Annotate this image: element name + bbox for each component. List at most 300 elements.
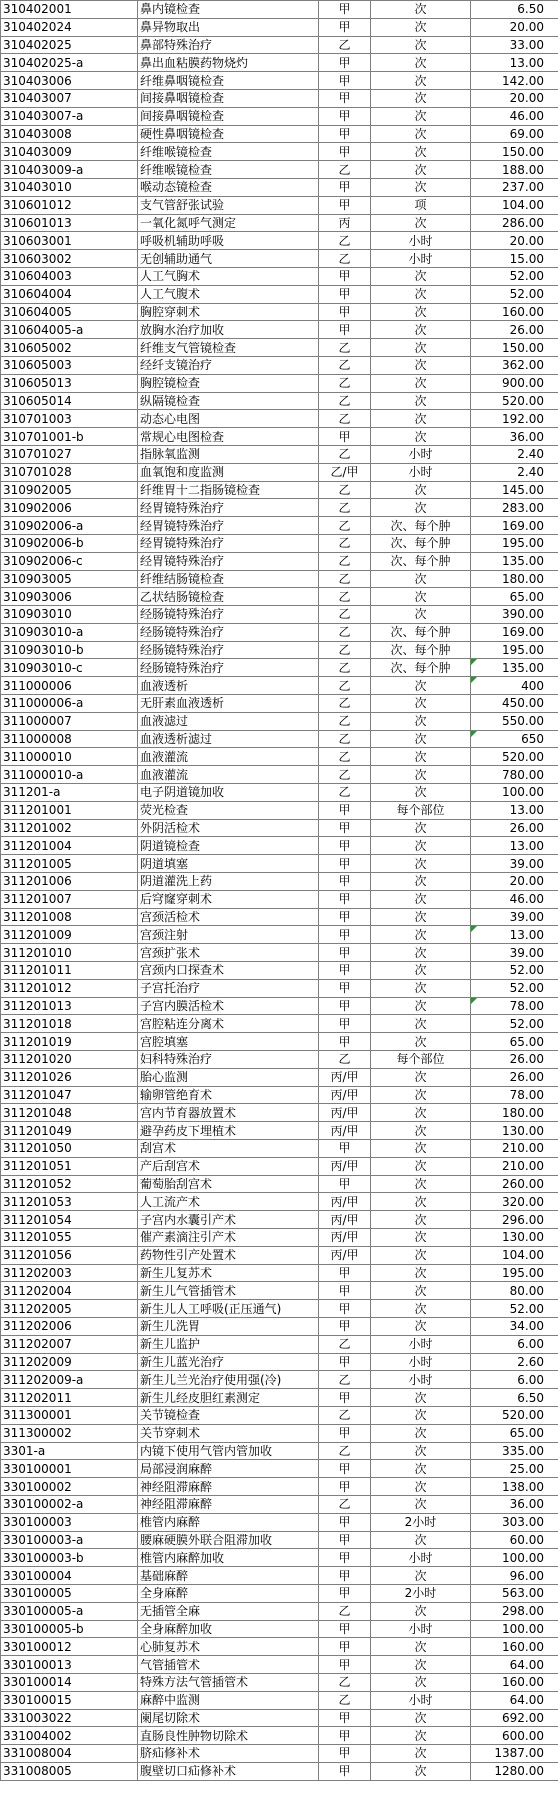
item-name-cell[interactable]: 荧光检查 — [138, 801, 319, 819]
table-row[interactable] — [1, 1567, 558, 1585]
price-cell[interactable]: 188.00 — [471, 161, 558, 179]
price-cell[interactable]: 195.00 — [471, 1264, 558, 1282]
insurance-class-cell[interactable]: 乙 — [319, 1495, 371, 1513]
item-name-cell[interactable]: 子宫托治疗 — [138, 979, 319, 997]
unit-cell[interactable]: 次 — [371, 1300, 471, 1318]
insurance-class-cell[interactable]: 丙/甲 — [319, 1104, 371, 1122]
item-code-cell[interactable]: 311201050 — [1, 1140, 138, 1158]
insurance-class-cell[interactable]: 乙 — [319, 392, 371, 410]
item-name-cell[interactable]: 鼻出血粘膜药物烧灼 — [138, 54, 319, 72]
insurance-class-cell[interactable]: 乙 — [319, 1406, 371, 1424]
item-code-cell[interactable]: 310601013 — [1, 214, 138, 232]
item-code-cell[interactable]: 310403009 — [1, 143, 138, 161]
item-name-cell[interactable]: 动态心电图 — [138, 410, 319, 428]
item-code-cell[interactable]: 311201013 — [1, 997, 138, 1015]
item-name-cell[interactable]: 鼻内镜检查 — [138, 1, 319, 19]
item-code-cell[interactable]: 331008005 — [1, 1762, 138, 1780]
item-code-cell[interactable]: 310403006 — [1, 72, 138, 90]
item-name-cell[interactable]: 宫内节育器放置术 — [138, 1104, 319, 1122]
insurance-class-cell[interactable]: 丙/甲 — [319, 1228, 371, 1246]
item-name-cell[interactable]: 新生儿兰光治疗使用强(冷) — [138, 1371, 319, 1389]
price-cell[interactable]: 1280.00 — [471, 1762, 558, 1780]
item-code-cell[interactable]: 311202007 — [1, 1335, 138, 1353]
price-cell[interactable]: 150.00 — [471, 143, 558, 161]
unit-cell[interactable]: 次 — [371, 107, 471, 125]
item-code-cell[interactable]: 310903010-a — [1, 623, 138, 641]
table-row[interactable] — [1, 196, 558, 214]
price-cell[interactable]: 2.40 — [471, 463, 558, 481]
price-cell[interactable]: 900.00 — [471, 374, 558, 392]
insurance-class-cell[interactable]: 甲 — [319, 1745, 371, 1763]
table-row[interactable] — [1, 1620, 558, 1638]
price-cell[interactable]: 138.00 — [471, 1478, 558, 1496]
price-cell[interactable]: 100.00 — [471, 1549, 558, 1567]
insurance-class-cell[interactable]: 甲 — [319, 979, 371, 997]
insurance-class-cell[interactable]: 甲 — [319, 908, 371, 926]
table-row[interactable] — [1, 1602, 558, 1620]
table-row[interactable] — [1, 161, 558, 179]
table-row[interactable] — [1, 1406, 558, 1424]
unit-cell[interactable]: 次 — [371, 321, 471, 339]
item-code-cell[interactable]: 311201055 — [1, 1228, 138, 1246]
unit-cell[interactable]: 小时 — [371, 1691, 471, 1709]
table-row[interactable] — [1, 1104, 558, 1122]
table-row[interactable] — [1, 1709, 558, 1727]
insurance-class-cell[interactable]: 甲 — [319, 1656, 371, 1674]
insurance-class-cell[interactable]: 甲 — [319, 1317, 371, 1335]
item-name-cell[interactable]: 纤维胃十二指肠镜检查 — [138, 481, 319, 499]
item-name-cell[interactable]: 经肠镜特殊治疗 — [138, 623, 319, 641]
price-cell[interactable]: 169.00 — [471, 623, 558, 641]
insurance-class-cell[interactable]: 甲 — [319, 1567, 371, 1585]
price-cell[interactable]: 52.00 — [471, 1300, 558, 1318]
item-name-cell[interactable]: 关节镜检查 — [138, 1406, 319, 1424]
item-code-cell[interactable]: 311201001 — [1, 801, 138, 819]
price-cell[interactable]: 390.00 — [471, 606, 558, 624]
insurance-class-cell[interactable]: 乙 — [319, 730, 371, 748]
table-row[interactable] — [1, 1122, 558, 1140]
unit-cell[interactable]: 次 — [371, 1478, 471, 1496]
item-code-cell[interactable]: 310902006-c — [1, 552, 138, 570]
item-code-cell[interactable]: 310403007-a — [1, 107, 138, 125]
insurance-class-cell[interactable]: 丙/甲 — [319, 1068, 371, 1086]
item-name-cell[interactable]: 鼻部特殊治疗 — [138, 36, 319, 54]
insurance-class-cell[interactable]: 甲 — [319, 1638, 371, 1656]
unit-cell[interactable]: 次 — [371, 374, 471, 392]
price-cell[interactable]: 33.00 — [471, 36, 558, 54]
table-row[interactable] — [1, 873, 558, 891]
price-cell[interactable]: 36.00 — [471, 1495, 558, 1513]
unit-cell[interactable]: 小时 — [371, 463, 471, 481]
price-cell[interactable]: 2.60 — [471, 1353, 558, 1371]
price-cell[interactable]: 25.00 — [471, 1460, 558, 1478]
table-row[interactable] — [1, 1335, 558, 1353]
price-cell[interactable]: 39.00 — [471, 944, 558, 962]
table-row[interactable] — [1, 374, 558, 392]
unit-cell[interactable]: 次 — [371, 766, 471, 784]
unit-cell[interactable]: 小时 — [371, 1335, 471, 1353]
table-row[interactable] — [1, 1727, 558, 1745]
item-name-cell[interactable]: 宫腔填塞 — [138, 1033, 319, 1051]
price-cell[interactable]: 13.00 — [471, 837, 558, 855]
insurance-class-cell[interactable]: 乙 — [319, 588, 371, 606]
insurance-class-cell[interactable]: 乙 — [319, 499, 371, 517]
insurance-class-cell[interactable]: 甲 — [319, 1175, 371, 1193]
unit-cell[interactable]: 次、每个肿 — [371, 552, 471, 570]
item-name-cell[interactable]: 椎管内麻醉 — [138, 1513, 319, 1531]
insurance-class-cell[interactable]: 乙 — [319, 623, 371, 641]
item-code-cell[interactable]: 330100003-b — [1, 1549, 138, 1567]
price-cell[interactable]: 100.00 — [471, 1620, 558, 1638]
item-code-cell[interactable]: 311202011 — [1, 1389, 138, 1407]
unit-cell[interactable]: 次 — [371, 392, 471, 410]
insurance-class-cell[interactable]: 甲 — [319, 1709, 371, 1727]
unit-cell[interactable]: 次 — [371, 1228, 471, 1246]
table-row[interactable] — [1, 1478, 558, 1496]
item-name-cell[interactable]: 血液透析滤过 — [138, 730, 319, 748]
unit-cell[interactable]: 次 — [371, 908, 471, 926]
table-row[interactable] — [1, 321, 558, 339]
price-cell[interactable]: 6.00 — [471, 1371, 558, 1389]
unit-cell[interactable]: 次 — [371, 499, 471, 517]
item-name-cell[interactable]: 血液灌流 — [138, 748, 319, 766]
item-name-cell[interactable]: 经胃镜特殊治疗 — [138, 517, 319, 535]
item-name-cell[interactable]: 宫颈内口探查术 — [138, 962, 319, 980]
insurance-class-cell[interactable]: 乙 — [319, 445, 371, 463]
unit-cell[interactable]: 次 — [371, 54, 471, 72]
item-name-cell[interactable]: 呼吸机辅助呼吸 — [138, 232, 319, 250]
table-row[interactable] — [1, 125, 558, 143]
table-row[interactable] — [1, 979, 558, 997]
unit-cell[interactable]: 小时 — [371, 1620, 471, 1638]
table-row[interactable] — [1, 232, 558, 250]
table-row[interactable] — [1, 339, 558, 357]
item-name-cell[interactable]: 支气管舒张试验 — [138, 196, 319, 214]
item-name-cell[interactable]: 硬性鼻咽镜检查 — [138, 125, 319, 143]
item-code-cell[interactable]: 311201052 — [1, 1175, 138, 1193]
table-row[interactable] — [1, 1264, 558, 1282]
item-code-cell[interactable]: 310604004 — [1, 285, 138, 303]
item-name-cell[interactable]: 经肠镜特殊治疗 — [138, 641, 319, 659]
price-cell[interactable]: 169.00 — [471, 517, 558, 535]
item-name-cell[interactable]: 基础麻醉 — [138, 1567, 319, 1585]
item-name-cell[interactable]: 阑尾切除术 — [138, 1709, 319, 1727]
table-row[interactable] — [1, 1762, 558, 1780]
item-name-cell[interactable]: 产后刮宫术 — [138, 1157, 319, 1175]
item-code-cell[interactable]: 310903010 — [1, 606, 138, 624]
item-code-cell[interactable]: 311201019 — [1, 1033, 138, 1051]
price-cell[interactable]: 160.00 — [471, 1638, 558, 1656]
unit-cell[interactable]: 次 — [371, 944, 471, 962]
unit-cell[interactable]: 次 — [371, 267, 471, 285]
table-row[interactable] — [1, 695, 558, 713]
table-row[interactable] — [1, 801, 558, 819]
item-code-cell[interactable]: 310603001 — [1, 232, 138, 250]
price-cell[interactable]: 195.00 — [471, 641, 558, 659]
item-code-cell[interactable]: 311000007 — [1, 712, 138, 730]
insurance-class-cell[interactable]: 乙 — [319, 677, 371, 695]
table-row[interactable] — [1, 392, 558, 410]
item-name-cell[interactable]: 血液灌流 — [138, 766, 319, 784]
table-row[interactable] — [1, 890, 558, 908]
insurance-class-cell[interactable]: 甲 — [319, 1264, 371, 1282]
item-name-cell[interactable]: 纵隔镜检查 — [138, 392, 319, 410]
item-code-cell[interactable]: 310604003 — [1, 267, 138, 285]
unit-cell[interactable]: 次 — [371, 1175, 471, 1193]
price-cell[interactable]: 26.00 — [471, 1068, 558, 1086]
item-code-cell[interactable]: 311202009-a — [1, 1371, 138, 1389]
insurance-class-cell[interactable]: 甲 — [319, 285, 371, 303]
table-row[interactable] — [1, 570, 558, 588]
insurance-class-cell[interactable]: 甲 — [319, 321, 371, 339]
price-cell[interactable]: 450.00 — [471, 695, 558, 713]
insurance-class-cell[interactable]: 乙 — [319, 232, 371, 250]
price-cell[interactable]: 195.00 — [471, 534, 558, 552]
item-code-cell[interactable]: 310903006 — [1, 588, 138, 606]
price-cell[interactable]: 400 — [471, 677, 558, 695]
item-name-cell[interactable]: 新生儿人工呼吸(正压通气) — [138, 1300, 319, 1318]
unit-cell[interactable]: 次 — [371, 18, 471, 36]
item-code-cell[interactable]: 331008004 — [1, 1745, 138, 1763]
item-code-cell[interactable]: 330100005-a — [1, 1602, 138, 1620]
unit-cell[interactable]: 次、每个肿 — [371, 641, 471, 659]
price-cell[interactable]: 780.00 — [471, 766, 558, 784]
unit-cell[interactable]: 次 — [371, 214, 471, 232]
item-name-cell[interactable]: 阴道镜检查 — [138, 837, 319, 855]
price-cell[interactable]: 6.50 — [471, 1389, 558, 1407]
unit-cell[interactable]: 次 — [371, 428, 471, 446]
item-name-cell[interactable]: 喉动态镜检查 — [138, 178, 319, 196]
table-row[interactable] — [1, 89, 558, 107]
item-name-cell[interactable]: 血液透析 — [138, 677, 319, 695]
item-name-cell[interactable]: 宫颈扩张术 — [138, 944, 319, 962]
item-name-cell[interactable]: 经肠镜特殊治疗 — [138, 659, 319, 677]
insurance-class-cell[interactable]: 甲 — [319, 1, 371, 19]
item-code-cell[interactable]: 310605003 — [1, 356, 138, 374]
item-code-cell[interactable]: 311000006-a — [1, 695, 138, 713]
unit-cell[interactable]: 次 — [371, 339, 471, 357]
insurance-class-cell[interactable]: 乙 — [319, 161, 371, 179]
unit-cell[interactable]: 次 — [371, 1762, 471, 1780]
item-code-cell[interactable]: 311300001 — [1, 1406, 138, 1424]
table-row[interactable] — [1, 214, 558, 232]
unit-cell[interactable]: 次、每个肿 — [371, 659, 471, 677]
item-code-cell[interactable]: 310604005 — [1, 303, 138, 321]
item-name-cell[interactable]: 经胃镜特殊治疗 — [138, 552, 319, 570]
item-name-cell[interactable]: 子宫内水囊引产术 — [138, 1211, 319, 1229]
item-code-cell[interactable]: 310402025 — [1, 36, 138, 54]
insurance-class-cell[interactable]: 乙 — [319, 481, 371, 499]
table-row[interactable] — [1, 1638, 558, 1656]
table-row[interactable] — [1, 623, 558, 641]
table-row[interactable] — [1, 428, 558, 446]
price-cell[interactable]: 150.00 — [471, 339, 558, 357]
item-name-cell[interactable]: 鼻异物取出 — [138, 18, 319, 36]
insurance-class-cell[interactable]: 丙/甲 — [319, 1193, 371, 1211]
item-code-cell[interactable]: 310701027 — [1, 445, 138, 463]
insurance-class-cell[interactable]: 甲 — [319, 944, 371, 962]
unit-cell[interactable]: 次 — [371, 1656, 471, 1674]
table-row[interactable] — [1, 677, 558, 695]
table-row[interactable] — [1, 517, 558, 535]
insurance-class-cell[interactable]: 甲 — [319, 1389, 371, 1407]
item-code-cell[interactable]: 311201002 — [1, 819, 138, 837]
price-cell[interactable]: 78.00 — [471, 997, 558, 1015]
unit-cell[interactable]: 次 — [371, 1033, 471, 1051]
item-name-cell[interactable]: 避孕药皮下埋植术 — [138, 1122, 319, 1140]
insurance-class-cell[interactable]: 乙/甲 — [319, 463, 371, 481]
item-code-cell[interactable]: 310902006-b — [1, 534, 138, 552]
table-row[interactable] — [1, 1513, 558, 1531]
table-row[interactable] — [1, 1193, 558, 1211]
item-name-cell[interactable]: 葡萄胎刮宫术 — [138, 1175, 319, 1193]
item-code-cell[interactable]: 311300002 — [1, 1424, 138, 1442]
item-code-cell[interactable]: 310701003 — [1, 410, 138, 428]
unit-cell[interactable]: 次 — [371, 677, 471, 695]
item-name-cell[interactable]: 新生儿洗胃 — [138, 1317, 319, 1335]
table-row[interactable] — [1, 54, 558, 72]
item-code-cell[interactable]: 310605014 — [1, 392, 138, 410]
unit-cell[interactable]: 次 — [371, 1727, 471, 1745]
table-row[interactable] — [1, 1673, 558, 1691]
unit-cell[interactable]: 次 — [371, 481, 471, 499]
unit-cell[interactable]: 小时 — [371, 250, 471, 268]
item-name-cell[interactable]: 纤维喉镜检查 — [138, 161, 319, 179]
unit-cell[interactable]: 小时 — [371, 1353, 471, 1371]
unit-cell[interactable]: 次 — [371, 962, 471, 980]
table-row[interactable] — [1, 606, 558, 624]
unit-cell[interactable]: 次 — [371, 784, 471, 802]
unit-cell[interactable]: 次 — [371, 1745, 471, 1763]
insurance-class-cell[interactable]: 乙 — [319, 374, 371, 392]
item-code-cell[interactable]: 310601012 — [1, 196, 138, 214]
item-name-cell[interactable]: 经胃镜特殊治疗 — [138, 534, 319, 552]
item-name-cell[interactable]: 全身麻醉加收 — [138, 1620, 319, 1638]
table-row[interactable] — [1, 659, 558, 677]
price-cell[interactable]: 130.00 — [471, 1228, 558, 1246]
table-row[interactable] — [1, 1424, 558, 1442]
item-name-cell[interactable]: 新生儿经皮胆红素测定 — [138, 1389, 319, 1407]
item-name-cell[interactable]: 新生儿监护 — [138, 1335, 319, 1353]
price-cell[interactable]: 192.00 — [471, 410, 558, 428]
price-cell[interactable]: 145.00 — [471, 481, 558, 499]
item-code-cell[interactable]: 311201018 — [1, 1015, 138, 1033]
table-row[interactable] — [1, 1086, 558, 1104]
price-cell[interactable]: 65.00 — [471, 1033, 558, 1051]
table-row[interactable] — [1, 997, 558, 1015]
table-row[interactable] — [1, 107, 558, 125]
unit-cell[interactable]: 次 — [371, 1122, 471, 1140]
item-name-cell[interactable]: 阴道灌洗上药 — [138, 873, 319, 891]
item-code-cell[interactable]: 330100005 — [1, 1584, 138, 1602]
table-row[interactable] — [1, 72, 558, 90]
item-name-cell[interactable]: 新生儿复苏术 — [138, 1264, 319, 1282]
price-cell[interactable]: 65.00 — [471, 588, 558, 606]
insurance-class-cell[interactable]: 甲 — [319, 962, 371, 980]
item-name-cell[interactable]: 外阴活检术 — [138, 819, 319, 837]
price-cell[interactable]: 1387.00 — [471, 1745, 558, 1763]
item-name-cell[interactable]: 脐疝修补术 — [138, 1745, 319, 1763]
item-name-cell[interactable]: 椎管内麻醉加收 — [138, 1549, 319, 1567]
insurance-class-cell[interactable]: 甲 — [319, 890, 371, 908]
unit-cell[interactable]: 次 — [371, 1193, 471, 1211]
unit-cell[interactable]: 次 — [371, 873, 471, 891]
price-cell[interactable]: 26.00 — [471, 819, 558, 837]
table-row[interactable] — [1, 552, 558, 570]
item-code-cell[interactable]: 311201054 — [1, 1211, 138, 1229]
unit-cell[interactable]: 小时 — [371, 232, 471, 250]
insurance-class-cell[interactable]: 乙 — [319, 748, 371, 766]
item-code-cell[interactable]: 311201010 — [1, 944, 138, 962]
item-name-cell[interactable]: 输卵管绝育术 — [138, 1086, 319, 1104]
price-cell[interactable]: 60.00 — [471, 1531, 558, 1549]
item-code-cell[interactable]: 330100003 — [1, 1513, 138, 1531]
price-cell[interactable]: 362.00 — [471, 356, 558, 374]
item-code-cell[interactable]: 310701028 — [1, 463, 138, 481]
unit-cell[interactable]: 次 — [371, 712, 471, 730]
insurance-class-cell[interactable]: 甲 — [319, 1424, 371, 1442]
table-row[interactable] — [1, 944, 558, 962]
unit-cell[interactable]: 次 — [371, 161, 471, 179]
item-name-cell[interactable]: 电子阴道镜加收 — [138, 784, 319, 802]
unit-cell[interactable]: 次 — [371, 410, 471, 428]
price-cell[interactable]: 6.00 — [471, 1335, 558, 1353]
item-name-cell[interactable]: 催产素滴注引产术 — [138, 1228, 319, 1246]
table-row[interactable] — [1, 1282, 558, 1300]
item-code-cell[interactable]: 311201012 — [1, 979, 138, 997]
price-cell[interactable]: 39.00 — [471, 908, 558, 926]
price-cell[interactable]: 520.00 — [471, 748, 558, 766]
unit-cell[interactable]: 小时 — [371, 1371, 471, 1389]
table-row[interactable] — [1, 267, 558, 285]
unit-cell[interactable]: 次 — [371, 730, 471, 748]
unit-cell[interactable]: 次 — [371, 748, 471, 766]
price-cell[interactable]: 296.00 — [471, 1211, 558, 1229]
insurance-class-cell[interactable]: 丙/甲 — [319, 1122, 371, 1140]
table-row[interactable] — [1, 178, 558, 196]
price-cell[interactable]: 180.00 — [471, 570, 558, 588]
table-row[interactable] — [1, 410, 558, 428]
table-row[interactable] — [1, 641, 558, 659]
insurance-class-cell[interactable]: 甲 — [319, 125, 371, 143]
price-cell[interactable]: 34.00 — [471, 1317, 558, 1335]
insurance-class-cell[interactable]: 丙 — [319, 214, 371, 232]
table-row[interactable] — [1, 837, 558, 855]
item-name-cell[interactable]: 特殊方法气管插管术 — [138, 1673, 319, 1691]
price-cell[interactable]: 286.00 — [471, 214, 558, 232]
insurance-class-cell[interactable]: 乙 — [319, 570, 371, 588]
insurance-class-cell[interactable]: 乙 — [319, 356, 371, 374]
table-row[interactable] — [1, 463, 558, 481]
item-name-cell[interactable]: 后穹窿穿刺术 — [138, 890, 319, 908]
item-code-cell[interactable]: 331003022 — [1, 1709, 138, 1727]
item-code-cell[interactable]: 310605002 — [1, 339, 138, 357]
insurance-class-cell[interactable]: 甲 — [319, 1353, 371, 1371]
price-cell[interactable]: 335.00 — [471, 1442, 558, 1460]
item-code-cell[interactable]: 310402024 — [1, 18, 138, 36]
table-row[interactable] — [1, 1, 558, 19]
price-cell[interactable]: 20.00 — [471, 89, 558, 107]
item-code-cell[interactable]: 330100002 — [1, 1478, 138, 1496]
item-name-cell[interactable]: 人工流产术 — [138, 1193, 319, 1211]
item-name-cell[interactable]: 腰麻硬膜外联合阻滞加收 — [138, 1531, 319, 1549]
unit-cell[interactable]: 2小时 — [371, 1584, 471, 1602]
table-row[interactable] — [1, 1353, 558, 1371]
table-row[interactable] — [1, 1531, 558, 1549]
price-cell[interactable]: 104.00 — [471, 196, 558, 214]
insurance-class-cell[interactable]: 甲 — [319, 1727, 371, 1745]
insurance-class-cell[interactable]: 甲 — [319, 837, 371, 855]
